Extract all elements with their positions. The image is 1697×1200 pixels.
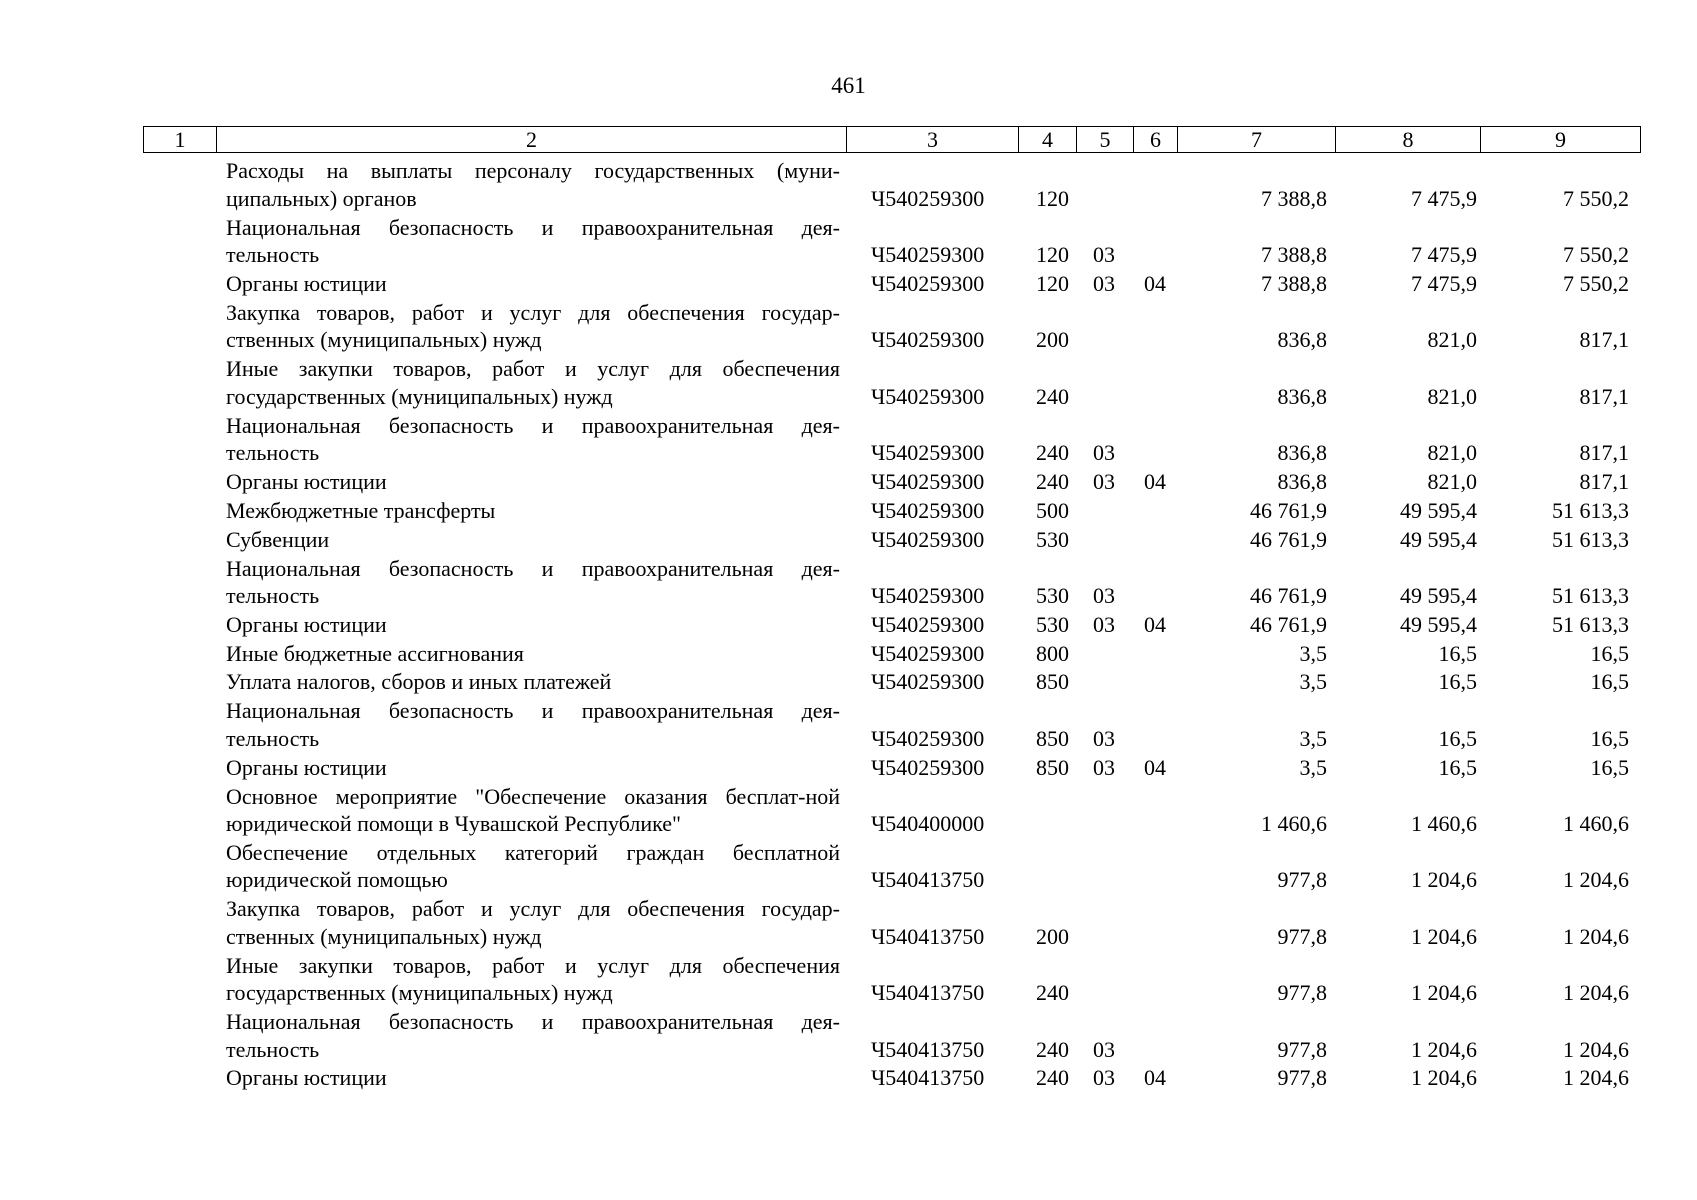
column-header: 7 xyxy=(1178,127,1336,153)
row-target-code: Ч540259300 xyxy=(871,583,985,609)
row-amount-col9: 51 613,3 xyxy=(1552,583,1629,609)
row-amount-col9: 7 550,2 xyxy=(1563,271,1629,297)
row-amount-col8: 821,0 xyxy=(1427,327,1477,353)
row-target-code: Ч540259300 xyxy=(871,469,985,495)
row-amount-col7: 7 388,8 xyxy=(1261,271,1327,297)
table-row xyxy=(0,667,1697,696)
row-section: 03 xyxy=(1093,611,1115,637)
row-target-code: Ч540259300 xyxy=(871,754,985,780)
row-target-code: Ч540259300 xyxy=(871,611,985,637)
row-amount-col9: 51 613,3 xyxy=(1552,497,1629,523)
column-header: 1 xyxy=(144,127,217,153)
row-amount-col8: 7 475,9 xyxy=(1411,271,1477,297)
row-amount-col9: 1 204,6 xyxy=(1563,923,1629,949)
row-amount-col8: 16,5 xyxy=(1438,640,1477,666)
row-name: Национальная безопасность и правоохранительная дея-тельность xyxy=(226,1009,840,1062)
row-amount-col8: 1 204,6 xyxy=(1411,1065,1477,1091)
row-amount-col7: 836,8 xyxy=(1277,469,1327,495)
row-amount-col7: 836,8 xyxy=(1277,327,1327,353)
table-row xyxy=(0,496,1697,525)
row-amount-col9: 16,5 xyxy=(1590,640,1629,666)
table-row xyxy=(0,894,1697,950)
table-row xyxy=(0,781,1697,837)
row-section: 03 xyxy=(1093,1065,1115,1091)
row-amount-col7: 977,8 xyxy=(1277,1065,1327,1091)
row-name: Основное мероприятие "Обеспечение оказания бесплат-ной юридической помощи в Чувашской Республике" xyxy=(226,783,840,836)
row-name: Межбюджетные трансферты xyxy=(226,497,496,523)
row-amount-col7: 46 761,9 xyxy=(1250,583,1327,609)
table-row xyxy=(0,524,1697,553)
row-expense-type: 240 xyxy=(1036,980,1069,1006)
row-expense-type: 500 xyxy=(1036,497,1069,523)
row-name: Органы юстиции xyxy=(226,469,387,495)
row-expense-type: 850 xyxy=(1036,754,1069,780)
table-row xyxy=(0,354,1697,410)
row-target-code: Ч540259300 xyxy=(871,271,985,297)
row-expense-type: 530 xyxy=(1036,526,1069,552)
row-name: Закупка товаров, работ и услуг для обеспечения государ-ственных (муниципальных) нужд xyxy=(226,299,840,353)
table-row xyxy=(0,467,1697,496)
row-name: Иные закупки товаров, работ и услуг для обеспечения государственных (муниципальных) нужд xyxy=(226,952,840,1006)
row-amount-col7: 977,8 xyxy=(1277,923,1327,949)
row-amount-col8: 49 595,4 xyxy=(1400,611,1477,637)
row-name: Иные бюджетные ассигнования xyxy=(226,640,524,666)
row-amount-col8: 821,0 xyxy=(1427,440,1477,466)
row-amount-col9: 817,1 xyxy=(1579,327,1629,353)
row-expense-type: 240 xyxy=(1036,383,1069,409)
row-name: Органы юстиции xyxy=(226,754,387,780)
row-expense-type: 530 xyxy=(1036,583,1069,609)
row-section: 03 xyxy=(1093,440,1115,466)
table-row xyxy=(0,298,1697,354)
row-amount-col7: 977,8 xyxy=(1277,1036,1327,1062)
row-amount-col7: 3,5 xyxy=(1299,669,1327,695)
column-header: 9 xyxy=(1481,127,1641,153)
row-amount-col8: 16,5 xyxy=(1438,725,1477,751)
row-section: 03 xyxy=(1093,583,1115,609)
row-name: Национальная безопасность и правоохранительная дея-тельность xyxy=(226,412,840,466)
row-subsection: 04 xyxy=(1144,469,1166,495)
row-expense-type: 240 xyxy=(1036,440,1069,466)
row-target-code: Ч540259300 xyxy=(871,526,985,552)
row-name: Обеспечение отдельных категорий граждан бесплатной юридической помощью xyxy=(226,839,840,893)
row-expense-type: 120 xyxy=(1036,185,1069,211)
row-subsection: 04 xyxy=(1144,611,1166,637)
row-subsection: 04 xyxy=(1144,271,1166,297)
row-amount-col9: 16,5 xyxy=(1590,754,1629,780)
row-amount-col9: 51 613,3 xyxy=(1552,526,1629,552)
row-amount-col8: 16,5 xyxy=(1438,754,1477,780)
row-amount-col9: 817,1 xyxy=(1579,383,1629,409)
row-expense-type: 120 xyxy=(1036,271,1069,297)
table-row xyxy=(0,638,1697,667)
row-expense-type: 200 xyxy=(1036,327,1069,353)
row-target-code: Ч540259300 xyxy=(871,327,985,353)
row-name: Расходы на выплаты персоналу государственных (муни-ципальных) органов xyxy=(226,158,840,211)
column-header: 5 xyxy=(1077,127,1134,153)
row-amount-col7: 836,8 xyxy=(1277,383,1327,409)
row-target-code: Ч540259300 xyxy=(871,383,985,409)
row-amount-col7: 3,5 xyxy=(1299,640,1327,666)
row-amount-col9: 16,5 xyxy=(1590,725,1629,751)
row-target-code: Ч540413750 xyxy=(871,923,985,949)
row-amount-col9: 1 204,6 xyxy=(1563,980,1629,1006)
row-amount-col7: 1 460,6 xyxy=(1261,811,1327,836)
row-amount-col8: 7 475,9 xyxy=(1411,185,1477,211)
column-header: 4 xyxy=(1019,127,1077,153)
row-name: Закупка товаров, работ и услуг для обеспечения государ-ственных (муниципальных) нужд xyxy=(226,896,840,949)
column-header-row xyxy=(144,127,1641,153)
row-amount-col7: 977,8 xyxy=(1277,867,1327,893)
row-expense-type: 530 xyxy=(1036,611,1069,637)
row-target-code: Ч540259300 xyxy=(871,497,985,523)
row-name: Субвенции xyxy=(226,526,330,552)
row-section: 03 xyxy=(1093,242,1115,268)
row-subsection: 04 xyxy=(1144,1065,1166,1091)
row-amount-col8: 1 204,6 xyxy=(1411,867,1477,893)
row-section: 03 xyxy=(1093,725,1115,751)
row-expense-type: 240 xyxy=(1036,1036,1069,1062)
row-target-code: Ч540259300 xyxy=(871,725,985,751)
table-row xyxy=(0,410,1697,466)
row-amount-col9: 1 460,6 xyxy=(1563,811,1629,836)
row-amount-col7: 3,5 xyxy=(1299,754,1327,780)
page-number: 461 xyxy=(831,73,866,98)
row-amount-col7: 7 388,8 xyxy=(1261,185,1327,211)
row-amount-col8: 1 460,6 xyxy=(1411,811,1477,836)
row-amount-col8: 1 204,6 xyxy=(1411,923,1477,949)
row-amount-col7: 3,5 xyxy=(1299,725,1327,751)
row-name: Национальная безопасность и правоохранительная дея-тельность xyxy=(226,698,840,751)
row-section: 03 xyxy=(1093,1036,1115,1062)
row-target-code: Ч540259300 xyxy=(871,640,985,666)
row-name: Уплата налогов, сборов и иных платежей xyxy=(226,669,612,695)
row-amount-col9: 7 550,2 xyxy=(1563,242,1629,268)
table-row xyxy=(0,156,1697,212)
row-amount-col7: 977,8 xyxy=(1277,980,1327,1006)
row-target-code: Ч540413750 xyxy=(871,1036,985,1062)
row-section: 03 xyxy=(1093,754,1115,780)
row-amount-col9: 1 204,6 xyxy=(1563,1036,1629,1062)
row-amount-col9: 51 613,3 xyxy=(1552,611,1629,637)
row-name: Национальная безопасность и правоохранительная дея-тельность xyxy=(226,214,840,268)
row-name: Национальная безопасность и правоохранительная дея-тельность xyxy=(226,555,840,609)
row-expense-type: 120 xyxy=(1036,242,1069,268)
row-name: Органы юстиции xyxy=(226,1065,387,1091)
row-amount-col7: 46 761,9 xyxy=(1250,497,1327,523)
row-amount-col8: 7 475,9 xyxy=(1411,242,1477,268)
row-amount-col8: 49 595,4 xyxy=(1400,583,1477,609)
row-target-code: Ч540259300 xyxy=(871,669,985,695)
row-target-code: Ч540259300 xyxy=(871,440,985,466)
table-row xyxy=(0,269,1697,298)
row-subsection: 04 xyxy=(1144,754,1166,780)
row-name: Органы юстиции xyxy=(226,271,387,297)
row-target-code: Ч540259300 xyxy=(871,185,985,211)
row-expense-type: 240 xyxy=(1036,1065,1069,1091)
column-header: 2 xyxy=(217,127,847,153)
row-amount-col9: 817,1 xyxy=(1579,469,1629,495)
column-header-table xyxy=(143,126,1641,153)
table-row xyxy=(0,696,1697,752)
row-amount-col9: 7 550,2 xyxy=(1563,185,1629,211)
row-amount-col8: 49 595,4 xyxy=(1400,497,1477,523)
row-amount-col8: 821,0 xyxy=(1427,469,1477,495)
table-row xyxy=(0,752,1697,781)
row-expense-type: 850 xyxy=(1036,725,1069,751)
table-row xyxy=(0,1063,1697,1092)
column-header: 6 xyxy=(1134,127,1178,153)
row-amount-col9: 1 204,6 xyxy=(1563,867,1629,893)
table-row xyxy=(0,838,1697,894)
row-amount-col7: 7 388,8 xyxy=(1261,242,1327,268)
row-target-code: Ч540413750 xyxy=(871,1065,985,1091)
row-amount-col8: 16,5 xyxy=(1438,669,1477,695)
table-row xyxy=(0,553,1697,609)
table-row xyxy=(0,212,1697,268)
row-amount-col9: 16,5 xyxy=(1590,669,1629,695)
row-amount-col8: 1 204,6 xyxy=(1411,1036,1477,1062)
row-amount-col7: 836,8 xyxy=(1277,440,1327,466)
row-section: 03 xyxy=(1093,271,1115,297)
row-target-code: Ч540413750 xyxy=(871,867,985,893)
row-amount-col7: 46 761,9 xyxy=(1250,611,1327,637)
row-amount-col7: 46 761,9 xyxy=(1250,526,1327,552)
table-row xyxy=(0,610,1697,639)
row-expense-type: 850 xyxy=(1036,669,1069,695)
column-header: 8 xyxy=(1336,127,1481,153)
row-amount-col8: 1 204,6 xyxy=(1411,980,1477,1006)
row-amount-col9: 817,1 xyxy=(1579,440,1629,466)
row-target-code: Ч540413750 xyxy=(871,980,985,1006)
row-target-code: Ч540259300 xyxy=(871,242,985,268)
row-target-code: Ч540400000 xyxy=(871,811,985,836)
table-row xyxy=(0,950,1697,1006)
row-amount-col9: 1 204,6 xyxy=(1563,1065,1629,1091)
row-section: 03 xyxy=(1093,469,1115,495)
column-header: 3 xyxy=(847,127,1019,153)
row-expense-type: 240 xyxy=(1036,469,1069,495)
row-amount-col8: 49 595,4 xyxy=(1400,526,1477,552)
row-amount-col8: 821,0 xyxy=(1427,383,1477,409)
row-expense-type: 200 xyxy=(1036,923,1069,949)
row-name: Органы юстиции xyxy=(226,611,387,637)
row-expense-type: 800 xyxy=(1036,640,1069,666)
row-name: Иные закупки товаров, работ и услуг для обеспечения государственных (муниципальных) нужд xyxy=(226,356,840,409)
budget-table-body xyxy=(0,156,1697,1092)
table-row xyxy=(0,1007,1697,1063)
